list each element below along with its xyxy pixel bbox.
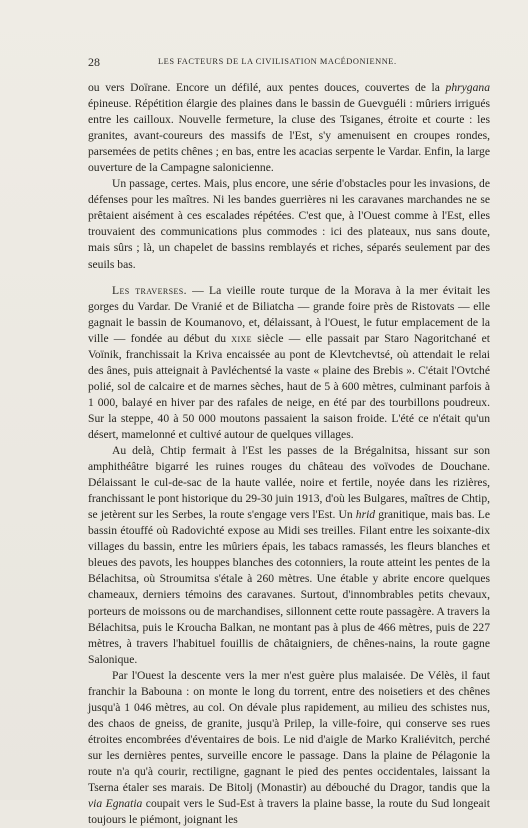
paragraph-4-italic: hrid [355,508,376,522]
running-head: LES FACTEURS DE LA CIVILISATION MACÉDONIENNE. [158,57,397,66]
paragraph-3 [88,283,490,443]
paragraph-4-text-b: granitique, mais bas. Le bassin étouffé où Radovichté expose au Midi ses treilles. Filant entre les soixante-dix villages du bassin, entre les mûriers épais, les tabacs ramassés, les fleurs blanches et bleues des pavots, les houppes blanches des cotonniers, la route atteint les pentes de la Bélachitsa, où Stroumitsa s'étale à 260 mètres. Une étable y abrite encore quelques chameaux, derniers témoins des caravanes. Surtout, d'innombrables petits chevaux, porteurs de moissons ou de marchandises, sillonnent cette route passagère. A travers la Bélachitsa, puis le Kroucha Balkan, ne montant pas à plus de 466 mètres, puis de 227 mètres, à travers l'habituel fouillis de châtaigniers, de chênes-nains, la route gagne Salonique. [88,508,490,666]
paragraph-2: Un passage, certes. Mais, plus encore, une série d'obstacles pour les invasions, de défenses pour les maîtres. Ni les bandes guerrières ni les caravanes marchandes ne se prêtaient aisément à ces escalades répétées. C'est que, à l'Ouest comme à l'Est, elles trouvaient des communications plus commodes : ici des plateaux, nus sans doute, mais sûrs ; là, un chapelet de bassins remblayés et riches, séparés seulement par des seuils bas. [88,177,490,271]
paragraph-1-text: ou vers Doïrane. Encore un défilé, aux pentes douces, couvertes de la [88,81,446,94]
paragraph-4 [88,443,490,668]
paragraph-5 [88,668,490,828]
section-lead: Les traverses. [112,283,187,297]
paragraph-3-text-b: siècle — elle passait par Staro Nagoritchané et Voïnik, franchissait la Kriva encaissée au pont de Klevtchevtsé, où attendait le relai des ânes, puis atteignait à Pavléchentsé la vaste « plaine des Brebis ». C'était l'Ovtché polié, sol de calcaire et de marnes sèches, haut de 5 à 600 mètres, culminant parfois à 1 000, balayé en hiver par des rafales de neige, en été par des tourbillons poudreux. Sur la steppe, 40 à 50 000 moutons passaient la saison froide. L'été ce n'était qu'un désert, mamelonné et cultivé autour de quelques villages. [88,331,490,441]
century-numeral: xixe [231,331,252,345]
paragraph-5-text-a: Par l'Ouest la descente vers la mer n'est guère plus malaisée. De Vélès, il faut franchir la Babouna : on monte le long du torrent, entre des noisetiers et des chênes jusqu'à 1 046 mètres, au col. On dévale plus rapidement, au milieu des schistes nus, des chaos de gneiss, de granite, jusqu'à Prilep, la ville-foire, qui conserve ses rues étroites encombrées d'éventaires de bois. Le nid d'aigle de Marko Kraliévitch, perché sur les dernières pentes, surveille encore le passage. Dans la plaine de Pélagonie la route n'a qu'à courir, rectiligne, gagnant le pied des pentes occidentales, laissant la Tserna étaler ses marais. De Bitolj (Monastir) au débouché du Dragor, tandis que la [88,668,490,795]
paragraph-3-text-a: — La vieille route turque de la Morava à la mer évitait les gorges du Vardar. De Vranié et de Biliatcha — grande foire près de Ristovats — elle gagnait le bassin de Koumanovo, et, délaissant, à l'Ouest, le futur emplacement de la ville — fondée au début du [88,283,491,345]
paragraph-1-italic: phrygana [445,81,490,94]
paragraph-5-text-b: coupait vers le Sud-Est à travers la plaine basse, la route du Sud longeait toujours le piémont, joignant les [88,797,490,827]
body-text [88,80,490,828]
paragraph-1-text-rest: épineuse. Répétition élargie des plaines dans le bassin de Guevguéli : mûriers irrigués entre les cailloux. Nouvelle fermeture, la cluse des Tsiganes, étroite et courte : les granites, avant-coureurs des massifs de l'Est, s'y amenuisent en croupes rondes, parsemées de petits chênes ; en bas, entre les acacias serpente le Vardar. Enfin, la large ouverture de la Campagne salonicienne. [88,97,490,175]
paragraph-4-text-a: Au delà, Chtip fermait à l'Est les passes de la Brégalnitsa, hissant sur son amphithéâtre bigarré les ruines rouges du château des voïvodes de Douchane. Délaissant le cul-de-sac de la haute vallée, noire et fertile, noyée dans les rizières, franchissant le pont historique du 29-30 juin 1913, d'où les Bulgares, maîtres de Chtip, se jetèrent sur les Serbes, la route s'engage vers l'Est. Un [88,444,491,522]
paragraph-5-italic: via Egnatia [88,797,143,811]
page-header [88,55,488,69]
paragraph-1 [88,80,490,176]
page-number: 28 [88,55,100,69]
